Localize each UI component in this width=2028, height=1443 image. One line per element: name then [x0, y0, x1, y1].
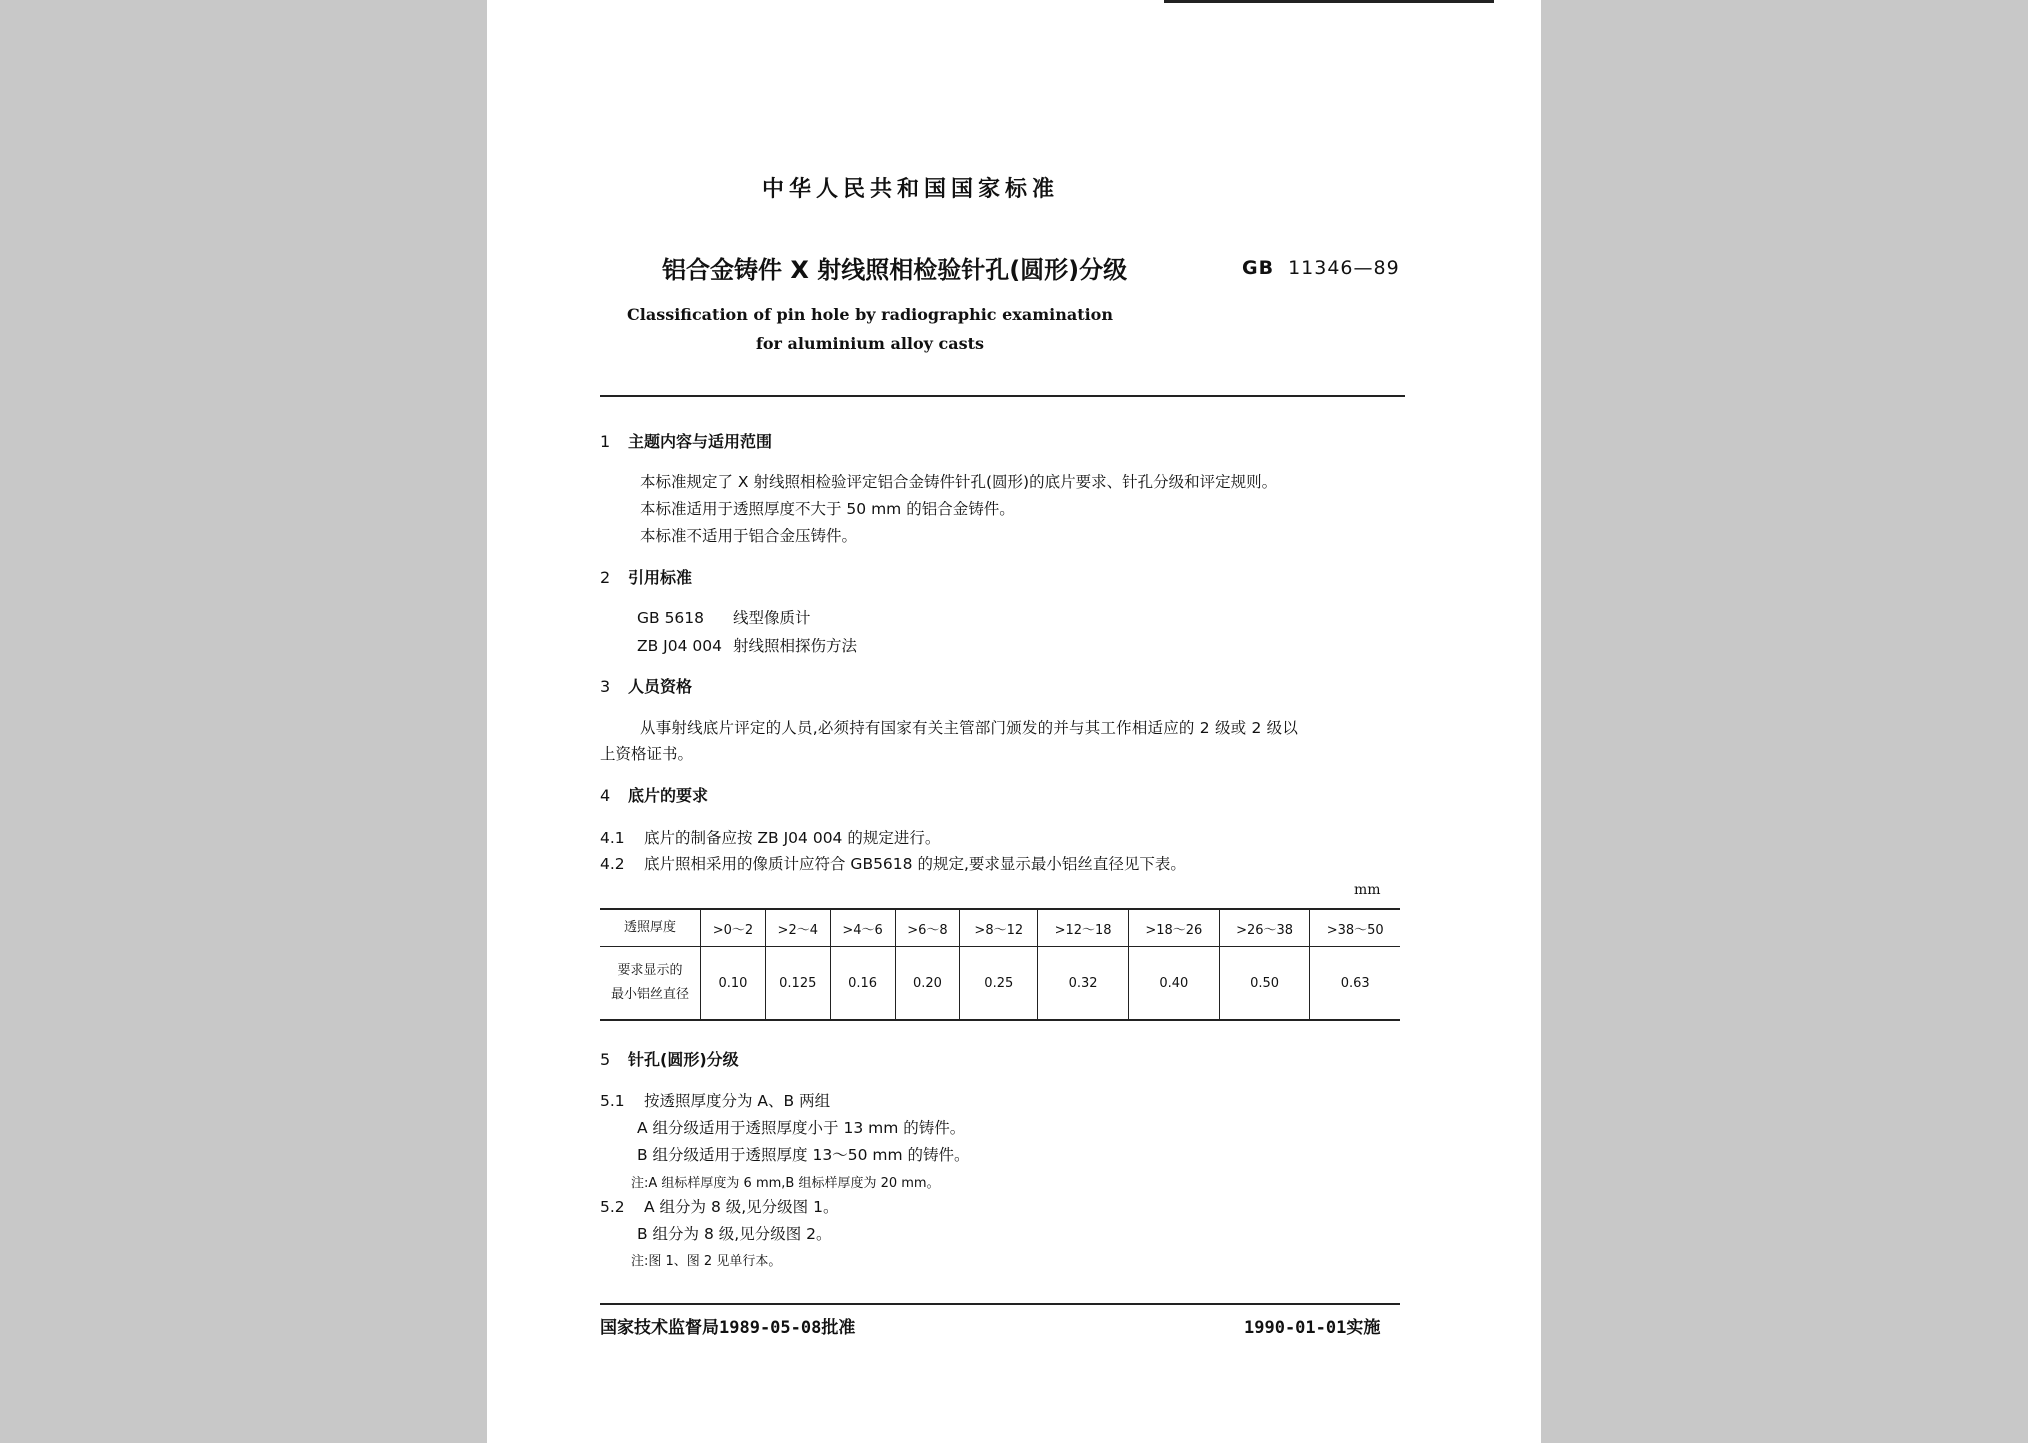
thickness-row-header: 透照厚度	[600, 909, 701, 947]
thickness-cell: >18～26	[1128, 909, 1219, 947]
diameter-cell: 0.63	[1340, 975, 1370, 991]
diameter-cell: 0.16	[830, 947, 895, 1021]
standard-code	[1242, 257, 1400, 279]
clause-5-2-group-b: B 组分为 8 级,见分级图 2。	[637, 1225, 832, 1243]
thickness-cell: >8～12	[960, 909, 1038, 947]
min-wire-diameter-table	[600, 908, 1400, 1021]
diameter-cell: 0.20	[895, 947, 960, 1021]
diameter-cell: 0.32	[1038, 947, 1129, 1021]
standard-code-number: 11346—89	[1288, 257, 1400, 279]
section-3-para-1: 从事射线底片评定的人员,必须持有国家有关主管部门颁发的并与其工作相适应的 2 级或 2 级以	[640, 719, 1299, 737]
clause-5-1-group-b: B 组分级适用于透照厚度 13～50 mm 的铸件。	[637, 1146, 970, 1164]
diameter-cell: 0.125	[765, 947, 830, 1021]
approval-info: 国家技术监督局1989-05-08批准	[600, 1318, 856, 1338]
clause-5-1-group-a: A 组分级适用于透照厚度小于 13 mm 的铸件。	[637, 1119, 966, 1137]
section-4-heading: 4 底片的要求	[600, 786, 709, 805]
clause-4-1: 4.1 底片的制备应按 ZB J04 004 的规定进行。	[600, 829, 941, 847]
thickness-cell: >26～38	[1219, 909, 1310, 947]
title-en-line-2: for aluminium alloy casts	[755, 334, 985, 353]
footer-divider	[600, 1303, 1400, 1305]
document-title-cn: 铝合金铸件 X 射线照相检验针孔(圆形)分级	[662, 256, 1128, 284]
section-3-heading: 3 人员资格	[600, 677, 693, 696]
clause-5-2-note: 注:图 1、图 2 见单行本。	[631, 1254, 782, 1269]
national-standard-heading: 中华人民共和国国家标准	[762, 177, 1060, 202]
reference-1	[637, 606, 811, 628]
section-1-para-3: 本标准不适用于铝合金压铸件。	[640, 527, 858, 545]
clause-5-1: 5.1 按透照厚度分为 A、B 两组	[600, 1092, 831, 1110]
section-1-heading: 1 主题内容与适用范围	[600, 432, 773, 451]
reference-2-code: ZB J04 004	[637, 637, 722, 655]
diameter-cell: 0.50	[1219, 947, 1310, 1021]
reference-1-code: GB 5618	[637, 609, 705, 627]
thickness-cell: >12～18	[1038, 909, 1129, 947]
diameter-row	[600, 947, 1400, 1021]
section-3-para-2: 上资格证书。	[600, 745, 694, 763]
clause-4-2: 4.2 底片照相采用的像质计应符合 GB5618 的规定,要求显示最小铝丝直径见下表。	[600, 855, 1186, 873]
reference-2-name: 射线照相探伤方法	[733, 637, 858, 655]
document-title-en	[600, 300, 1140, 358]
clause-5-2: 5.2 A 组分为 8 级,见分级图 1。	[600, 1198, 839, 1216]
standard-code-prefix: GB	[1242, 257, 1275, 279]
effective-date: 1990-01-01实施	[1244, 1318, 1381, 1338]
diameter-row-header: 要求显示的 最小铝丝直径	[600, 947, 701, 1021]
diameter-cell: 0.10	[701, 947, 766, 1021]
thickness-row	[600, 909, 1400, 947]
section-1-para-1: 本标准规定了 X 射线照相检验评定铝合金铸件针孔(圆形)的底片要求、针孔分级和评定规则。	[640, 473, 1278, 491]
clause-5-1-note: 注:A 组标样厚度为 6 mm,B 组标样厚度为 20 mm。	[631, 1176, 940, 1191]
section-5-heading: 5 针孔(圆形)分级	[600, 1050, 739, 1069]
section-1-para-2: 本标准适用于透照厚度不大于 50 mm 的铝合金铸件。	[640, 500, 1015, 518]
section-2-heading: 2 引用标准	[600, 568, 693, 587]
scan-edge-mark	[1164, 0, 1494, 3]
header-divider	[600, 395, 1405, 397]
table-unit: mm	[1354, 882, 1381, 898]
thickness-cell: >0～2	[701, 909, 766, 947]
thickness-cell: >4～6	[830, 909, 895, 947]
reference-1-name: 线型像质计	[733, 609, 811, 627]
reference-2	[637, 634, 857, 656]
diameter-cell: 0.40	[1128, 947, 1219, 1021]
thickness-cell: >6～8	[895, 909, 960, 947]
thickness-cell: >38～50	[1310, 909, 1400, 947]
diameter-cell: 0.25	[960, 947, 1038, 1021]
title-en-line-1: Classification of pin hole by radiographic examination	[627, 305, 1113, 324]
thickness-cell: >2～4	[765, 909, 830, 947]
